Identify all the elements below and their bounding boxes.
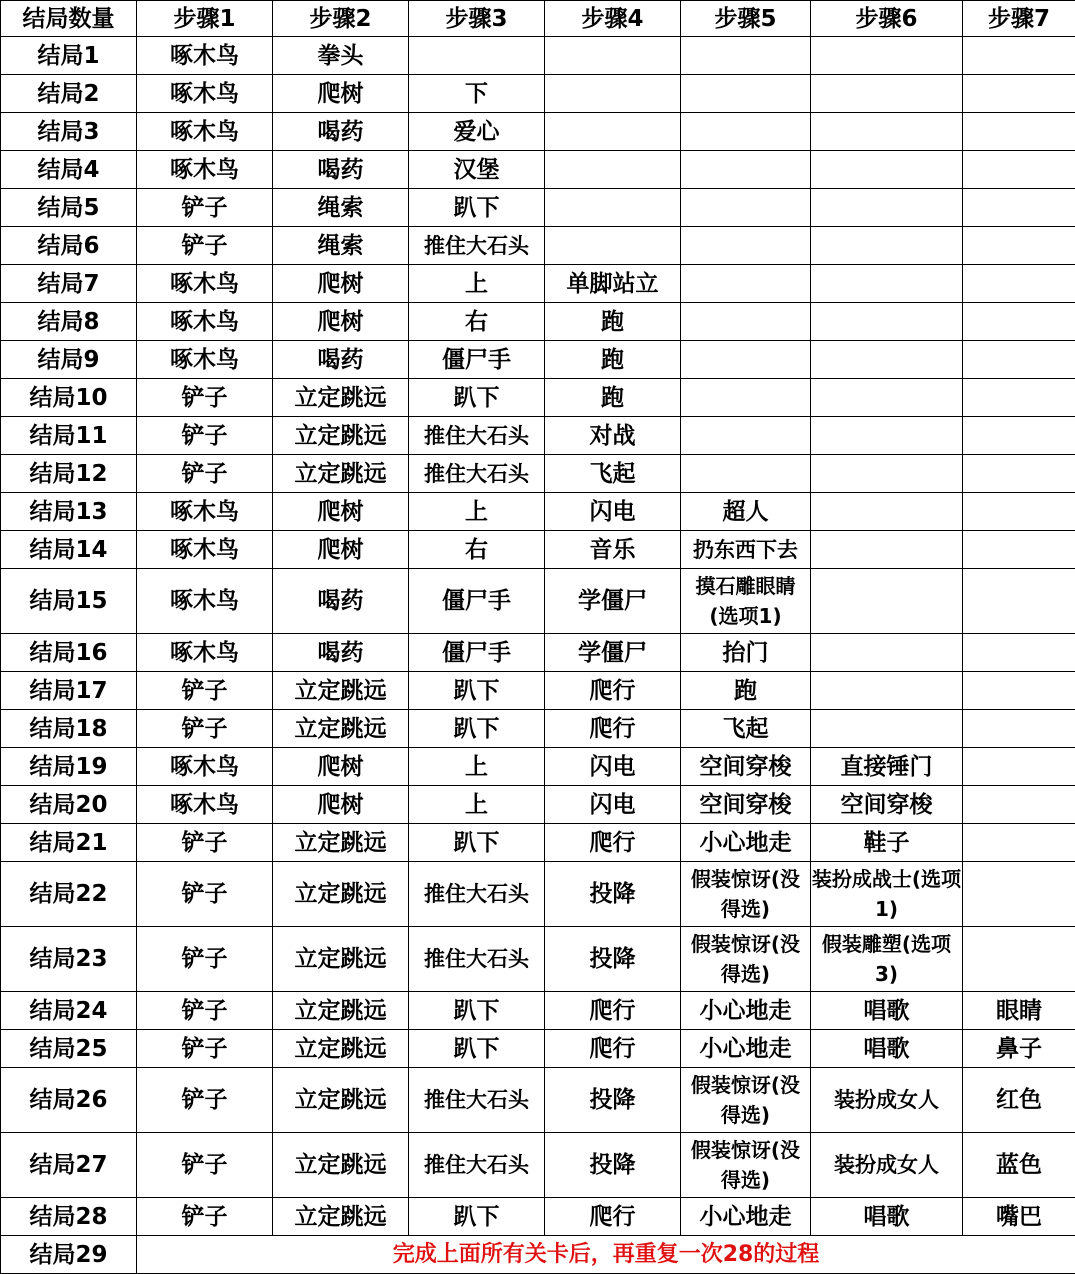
step-cell — [811, 379, 963, 417]
step-cell — [811, 493, 963, 531]
table-row — [1, 634, 1075, 672]
step-cell: 啄木鸟 — [137, 531, 273, 569]
step-cell: 趴下 — [409, 992, 545, 1030]
step-cell: 铲子 — [137, 189, 273, 227]
step-cell: 红色 — [963, 1068, 1075, 1133]
step-cell — [963, 710, 1075, 748]
column-header: 结局数量 — [1, 1, 137, 37]
step-cell: 跑 — [545, 379, 681, 417]
step-cell: 趴下 — [409, 710, 545, 748]
step-cell: 僵尸手 — [409, 569, 545, 634]
table-row — [1, 1133, 1075, 1198]
step-cell: 上 — [409, 786, 545, 824]
step-cell — [681, 37, 811, 75]
step-cell: 僵尸手 — [409, 341, 545, 379]
table-row — [1, 927, 1075, 992]
step-cell: 飞起 — [681, 710, 811, 748]
step-cell: 跑 — [681, 672, 811, 710]
step-cell — [681, 341, 811, 379]
step-cell — [963, 862, 1075, 927]
step-cell: 啄木鸟 — [137, 341, 273, 379]
step-cell: 抬门 — [681, 634, 811, 672]
step-cell — [811, 531, 963, 569]
step-cell: 假装惊讶(没得选) — [681, 1068, 811, 1133]
step-cell: 摸石雕眼睛(选项1) — [681, 569, 811, 634]
step-cell — [409, 37, 545, 75]
step-cell: 爬行 — [545, 824, 681, 862]
step-cell: 啄木鸟 — [137, 265, 273, 303]
ending-label: 结局21 — [1, 824, 137, 862]
step-cell — [811, 113, 963, 151]
step-cell: 爬树 — [273, 75, 409, 113]
step-cell — [963, 189, 1075, 227]
table-row — [1, 189, 1075, 227]
step-cell: 推住大石头 — [409, 1133, 545, 1198]
step-cell: 唱歌 — [811, 1198, 963, 1236]
step-cell: 小心地走 — [681, 992, 811, 1030]
table-row — [1, 1198, 1075, 1236]
step-cell — [811, 672, 963, 710]
step-cell: 铲子 — [137, 927, 273, 992]
step-cell: 铲子 — [137, 992, 273, 1030]
step-cell: 立定跳远 — [273, 1133, 409, 1198]
step-cell: 立定跳远 — [273, 710, 409, 748]
step-cell — [811, 75, 963, 113]
step-cell: 立定跳远 — [273, 1198, 409, 1236]
table-row — [1, 341, 1075, 379]
table-row — [1, 493, 1075, 531]
step-cell: 立定跳远 — [273, 672, 409, 710]
step-cell: 眼睛 — [963, 992, 1075, 1030]
step-cell — [811, 569, 963, 634]
step-cell: 小心地走 — [681, 824, 811, 862]
table-row — [1, 151, 1075, 189]
table-row — [1, 1068, 1075, 1133]
column-header: 步骤7 — [963, 1, 1075, 37]
step-cell: 空间穿梭 — [811, 786, 963, 824]
step-cell — [811, 37, 963, 75]
step-cell — [811, 341, 963, 379]
step-cell: 铲子 — [137, 824, 273, 862]
step-cell — [963, 75, 1075, 113]
column-header: 步骤6 — [811, 1, 963, 37]
step-cell: 投降 — [545, 1133, 681, 1198]
step-cell: 推住大石头 — [409, 455, 545, 493]
step-cell: 推住大石头 — [409, 1068, 545, 1133]
step-cell: 趴下 — [409, 379, 545, 417]
step-cell — [681, 303, 811, 341]
step-cell: 小心地走 — [681, 1198, 811, 1236]
ending-label: 结局10 — [1, 379, 137, 417]
step-cell: 立定跳远 — [273, 992, 409, 1030]
step-cell: 立定跳远 — [273, 927, 409, 992]
ending-label: 结局9 — [1, 341, 137, 379]
step-cell — [681, 151, 811, 189]
ending-label: 结局8 — [1, 303, 137, 341]
step-cell — [681, 189, 811, 227]
step-cell: 立定跳远 — [273, 824, 409, 862]
step-cell — [963, 37, 1075, 75]
ending-label: 结局7 — [1, 265, 137, 303]
step-cell: 啄木鸟 — [137, 151, 273, 189]
step-cell: 爬行 — [545, 992, 681, 1030]
table-row — [1, 786, 1075, 824]
step-cell: 闪电 — [545, 493, 681, 531]
step-cell: 装扮成战士(选项1) — [811, 862, 963, 927]
final-row — [1, 1236, 1075, 1274]
step-cell: 喝药 — [273, 113, 409, 151]
step-cell — [811, 303, 963, 341]
step-cell: 爬行 — [545, 1198, 681, 1236]
step-cell: 铲子 — [137, 455, 273, 493]
ending-label: 结局17 — [1, 672, 137, 710]
step-cell — [545, 37, 681, 75]
step-cell: 铲子 — [137, 672, 273, 710]
step-cell — [963, 672, 1075, 710]
step-cell: 爱心 — [409, 113, 545, 151]
step-cell: 空间穿梭 — [681, 786, 811, 824]
step-cell: 爬行 — [545, 672, 681, 710]
step-cell — [681, 227, 811, 265]
step-cell: 右 — [409, 531, 545, 569]
step-cell: 铲子 — [137, 862, 273, 927]
step-cell: 铲子 — [137, 1133, 273, 1198]
ending-label: 结局15 — [1, 569, 137, 634]
step-cell — [963, 227, 1075, 265]
column-header: 步骤3 — [409, 1, 545, 37]
step-cell: 唱歌 — [811, 1030, 963, 1068]
step-cell: 上 — [409, 493, 545, 531]
ending-label: 结局24 — [1, 992, 137, 1030]
table-row — [1, 227, 1075, 265]
table-row — [1, 75, 1075, 113]
step-cell: 啄木鸟 — [137, 113, 273, 151]
column-header: 步骤4 — [545, 1, 681, 37]
table-row — [1, 113, 1075, 151]
step-cell: 啄木鸟 — [137, 634, 273, 672]
step-cell: 喝药 — [273, 341, 409, 379]
step-cell: 立定跳远 — [273, 417, 409, 455]
step-cell: 绳索 — [273, 189, 409, 227]
table-row — [1, 303, 1075, 341]
ending-label: 结局20 — [1, 786, 137, 824]
step-cell — [545, 75, 681, 113]
step-cell: 爬树 — [273, 531, 409, 569]
table-body — [1, 37, 1075, 1236]
table-row — [1, 569, 1075, 634]
step-cell: 唱歌 — [811, 992, 963, 1030]
step-cell: 铲子 — [137, 1198, 273, 1236]
table-row — [1, 992, 1075, 1030]
table-row — [1, 748, 1075, 786]
step-cell — [545, 189, 681, 227]
ending-label: 结局6 — [1, 227, 137, 265]
step-cell: 鼻子 — [963, 1030, 1075, 1068]
step-cell — [963, 634, 1075, 672]
step-cell: 啄木鸟 — [137, 303, 273, 341]
step-cell: 啄木鸟 — [137, 75, 273, 113]
step-cell: 跑 — [545, 341, 681, 379]
step-cell — [963, 379, 1075, 417]
step-cell: 铲子 — [137, 379, 273, 417]
step-cell — [963, 303, 1075, 341]
final-row-label: 结局29 — [1, 1236, 137, 1274]
step-cell: 右 — [409, 303, 545, 341]
step-cell: 爬树 — [273, 303, 409, 341]
step-cell: 鞋子 — [811, 824, 963, 862]
step-cell: 啄木鸟 — [137, 786, 273, 824]
step-cell — [681, 113, 811, 151]
step-cell — [681, 417, 811, 455]
header-row — [1, 1, 1075, 37]
step-cell: 装扮成女人 — [811, 1133, 963, 1198]
step-cell: 单脚站立 — [545, 265, 681, 303]
step-cell: 立定跳远 — [273, 379, 409, 417]
table-row — [1, 710, 1075, 748]
step-cell: 爬行 — [545, 710, 681, 748]
step-cell: 趴下 — [409, 672, 545, 710]
step-cell: 啄木鸟 — [137, 493, 273, 531]
step-cell: 假装惊讶(没得选) — [681, 1133, 811, 1198]
step-cell — [963, 265, 1075, 303]
step-cell: 推住大石头 — [409, 417, 545, 455]
step-cell — [963, 113, 1075, 151]
step-cell: 扔东西下去 — [681, 531, 811, 569]
step-cell: 对战 — [545, 417, 681, 455]
step-cell — [681, 455, 811, 493]
step-cell: 投降 — [545, 927, 681, 992]
step-cell: 上 — [409, 265, 545, 303]
step-cell: 爬树 — [273, 493, 409, 531]
step-cell — [681, 75, 811, 113]
step-cell — [963, 417, 1075, 455]
step-cell: 拳头 — [273, 37, 409, 75]
ending-label: 结局16 — [1, 634, 137, 672]
ending-label: 结局22 — [1, 862, 137, 927]
step-cell: 跑 — [545, 303, 681, 341]
step-cell: 超人 — [681, 493, 811, 531]
step-cell — [963, 786, 1075, 824]
step-cell: 爬行 — [545, 1030, 681, 1068]
step-cell: 嘴巴 — [963, 1198, 1075, 1236]
step-cell: 闪电 — [545, 786, 681, 824]
step-cell: 爬树 — [273, 265, 409, 303]
step-cell — [963, 341, 1075, 379]
step-cell: 小心地走 — [681, 1030, 811, 1068]
step-cell — [681, 379, 811, 417]
step-cell — [545, 151, 681, 189]
ending-label: 结局12 — [1, 455, 137, 493]
ending-label: 结局1 — [1, 37, 137, 75]
ending-label: 结局18 — [1, 710, 137, 748]
step-cell: 装扮成女人 — [811, 1068, 963, 1133]
table-row — [1, 862, 1075, 927]
step-cell: 喝药 — [273, 151, 409, 189]
step-cell — [811, 455, 963, 493]
step-cell: 推住大石头 — [409, 927, 545, 992]
step-cell: 假装雕塑(选项3) — [811, 927, 963, 992]
step-cell: 铲子 — [137, 417, 273, 455]
step-cell — [811, 634, 963, 672]
step-cell: 立定跳远 — [273, 1068, 409, 1133]
table-row — [1, 379, 1075, 417]
ending-label: 结局11 — [1, 417, 137, 455]
final-row-note: 完成上面所有关卡后，再重复一次28的过程 — [137, 1236, 1075, 1274]
step-cell — [545, 227, 681, 265]
step-cell: 下 — [409, 75, 545, 113]
ending-label: 结局14 — [1, 531, 137, 569]
ending-label: 结局28 — [1, 1198, 137, 1236]
ending-label: 结局26 — [1, 1068, 137, 1133]
step-cell: 趴下 — [409, 1198, 545, 1236]
step-cell: 假装惊讶(没得选) — [681, 862, 811, 927]
ending-label: 结局2 — [1, 75, 137, 113]
table-row — [1, 824, 1075, 862]
table-row — [1, 37, 1075, 75]
step-cell — [963, 569, 1075, 634]
step-cell: 啄木鸟 — [137, 748, 273, 786]
ending-label: 结局5 — [1, 189, 137, 227]
ending-label: 结局25 — [1, 1030, 137, 1068]
step-cell — [545, 113, 681, 151]
ending-label: 结局3 — [1, 113, 137, 151]
step-cell: 投降 — [545, 862, 681, 927]
ending-label: 结局4 — [1, 151, 137, 189]
step-cell: 推住大石头 — [409, 862, 545, 927]
step-cell: 假装惊讶(没得选) — [681, 927, 811, 992]
step-cell — [963, 151, 1075, 189]
step-cell: 绳索 — [273, 227, 409, 265]
table-row — [1, 417, 1075, 455]
step-cell: 投降 — [545, 1068, 681, 1133]
ending-label: 结局23 — [1, 927, 137, 992]
table-row — [1, 455, 1075, 493]
step-cell: 趴下 — [409, 1030, 545, 1068]
step-cell — [963, 455, 1075, 493]
step-cell: 直接锤门 — [811, 748, 963, 786]
step-cell: 蓝色 — [963, 1133, 1075, 1198]
step-cell — [963, 927, 1075, 992]
step-cell: 汉堡 — [409, 151, 545, 189]
step-cell — [811, 151, 963, 189]
column-header: 步骤1 — [137, 1, 273, 37]
step-cell: 立定跳远 — [273, 862, 409, 927]
step-cell — [681, 265, 811, 303]
step-cell — [811, 417, 963, 455]
table-row — [1, 531, 1075, 569]
step-cell: 音乐 — [545, 531, 681, 569]
step-cell: 闪电 — [545, 748, 681, 786]
column-header: 步骤2 — [273, 1, 409, 37]
step-cell: 学僵尸 — [545, 634, 681, 672]
step-cell — [811, 265, 963, 303]
step-cell — [811, 710, 963, 748]
step-cell — [963, 748, 1075, 786]
table-row — [1, 265, 1075, 303]
step-cell: 趴下 — [409, 824, 545, 862]
step-cell: 铲子 — [137, 1030, 273, 1068]
step-cell: 空间穿梭 — [681, 748, 811, 786]
table-row — [1, 1030, 1075, 1068]
step-cell: 铲子 — [137, 710, 273, 748]
step-cell: 僵尸手 — [409, 634, 545, 672]
step-cell: 铲子 — [137, 1068, 273, 1133]
step-cell — [963, 531, 1075, 569]
step-cell: 爬树 — [273, 748, 409, 786]
step-cell: 趴下 — [409, 189, 545, 227]
ending-label: 结局19 — [1, 748, 137, 786]
step-cell — [811, 189, 963, 227]
step-cell: 喝药 — [273, 569, 409, 634]
step-cell — [963, 824, 1075, 862]
step-cell — [963, 493, 1075, 531]
step-cell: 铲子 — [137, 227, 273, 265]
table-row — [1, 672, 1075, 710]
step-cell: 学僵尸 — [545, 569, 681, 634]
step-cell: 喝药 — [273, 634, 409, 672]
step-cell: 上 — [409, 748, 545, 786]
step-cell — [811, 227, 963, 265]
step-cell: 啄木鸟 — [137, 37, 273, 75]
step-cell: 立定跳远 — [273, 455, 409, 493]
step-cell: 立定跳远 — [273, 1030, 409, 1068]
ending-label: 结局13 — [1, 493, 137, 531]
column-header: 步骤5 — [681, 1, 811, 37]
step-cell: 推住大石头 — [409, 227, 545, 265]
step-cell: 爬树 — [273, 786, 409, 824]
ending-label: 结局27 — [1, 1133, 137, 1198]
step-cell: 啄木鸟 — [137, 569, 273, 634]
step-cell: 飞起 — [545, 455, 681, 493]
